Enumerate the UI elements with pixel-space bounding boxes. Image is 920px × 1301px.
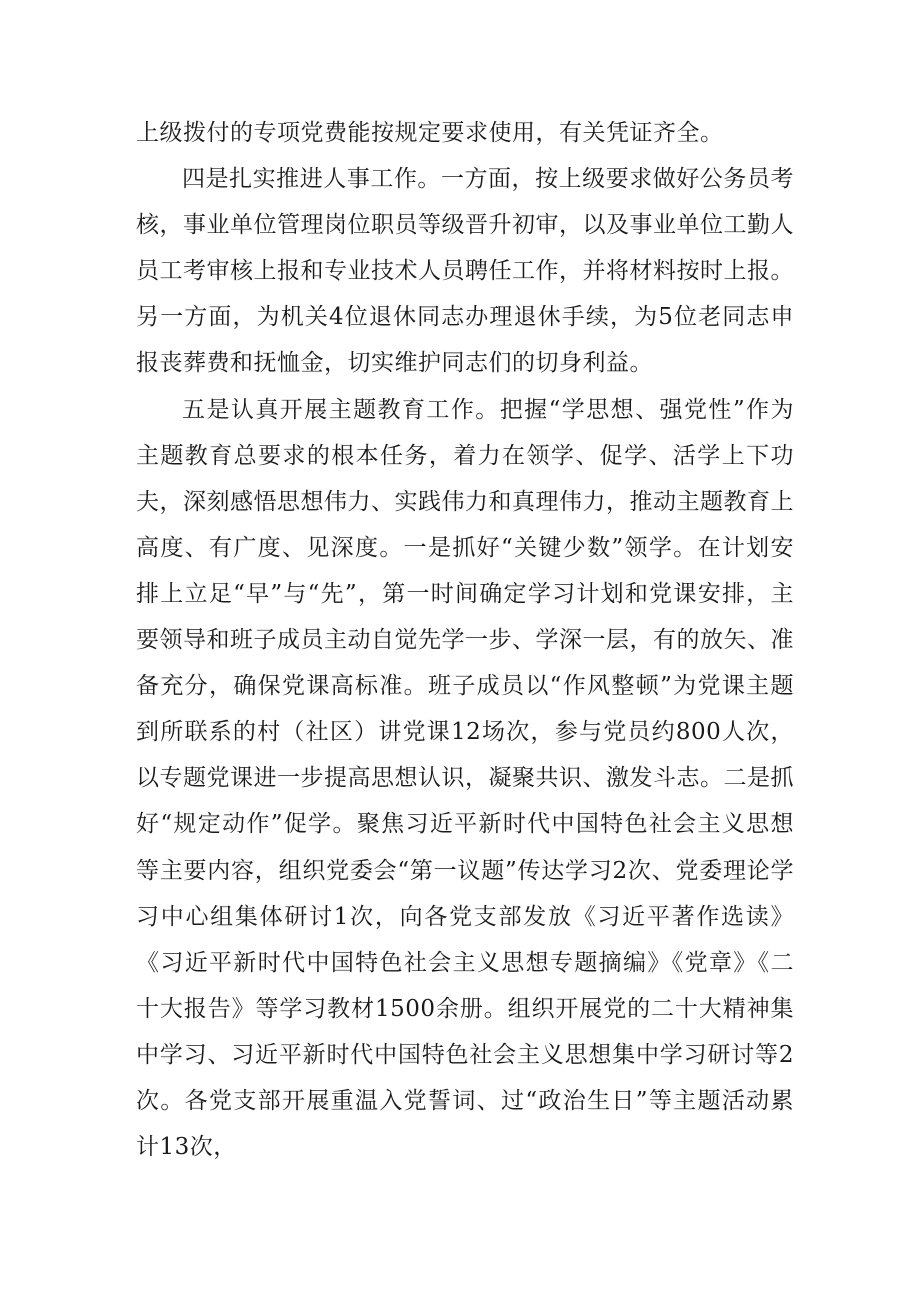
- document-body: [136, 110, 794, 1170]
- paragraph-continuation: 上级拨付的专项党费能按规定要求使用，有关凭证齐全。: [136, 120, 724, 146]
- paragraph-theme-education: 五是认真开展主题教育工作。把握“学思想、强党性”作为主题教育总要求的根本任务，着力在领学、促学、活学上下功夫，深刻感悟思想伟力、实践伟力和真理伟力，推动主题教育上高度、有广度、见深度。一是抓好“关键少数”领学。在计划安排上立足“早”与“先”，第一时间确定学习计划和党课安排，主要领导和班子成员主动自觉先学一步、学深一层，有的放矢、准备充分，确保党课高标准。班子成员以“作风整顿”为党课主题到所联系的村（社区）讲党课12场次，参与党员约800人次，以专题党课进一步提高思想认识，凝聚共识、激发斗志。二是抓好“规定动作”促学。聚焦习近平新时代中国特色社会主义思想等主要内容，组织党委会“第一议题”传达学习2次、党委理论学习中心组集体研讨1次，向各党支部发放《习近平著作选读》《习近平新时代中国特色社会主义思想专题摘编》《党章》《二十大报告》等学习教材1500余册。组织开展党的二十大精神集中学习、习近平新时代中国特色社会主义思想集中学习研讨等2次。各党支部开展重温入党誓词、过“政治生日”等主题活动累计13次，: [136, 396, 794, 1161]
- paragraph-personnel-work: 四是扎实推进人事工作。一方面，按上级要求做好公务员考核，事业单位管理岗位职员等级晋升初审，以及事业单位工勤人员工考审核上报和专业技术人员聘任工作，并将材料按时上报。另一方面，为机关4位退休同志办理退休手续，为5位老同志申报丧葬费和抚恤金，切实维护同志们的切身利益。: [136, 166, 794, 377]
